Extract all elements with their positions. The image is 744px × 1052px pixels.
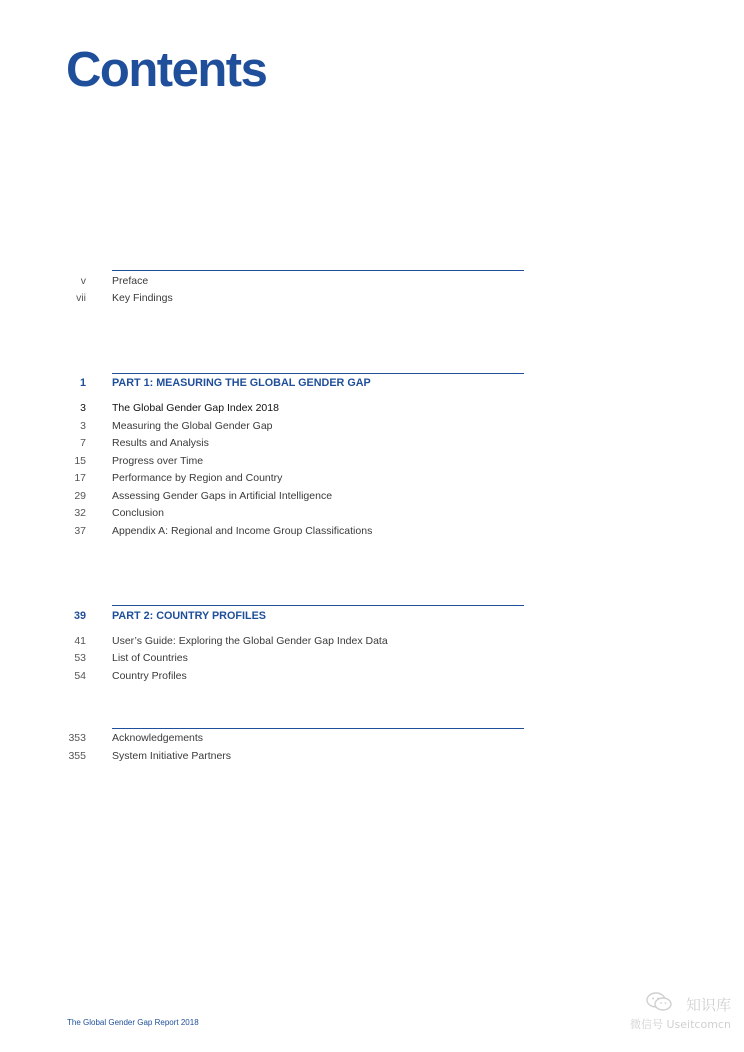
toc-entry[interactable] — [0, 434, 600, 452]
toc-entry[interactable] — [0, 487, 600, 505]
page-number: 1 — [79, 377, 86, 389]
page-number: v — [80, 275, 86, 287]
entry-label: Acknowledgements — [112, 732, 204, 744]
page-footer: The Global Gender Gap Report 2018 — [67, 1018, 199, 1027]
toc-entry[interactable] — [0, 504, 600, 522]
toc-part1-heading[interactable] — [0, 374, 600, 392]
entry-label: Key Findings — [112, 292, 173, 304]
entry-label: Measuring the Global Gender Gap — [112, 420, 273, 432]
page-number: 54 — [74, 670, 86, 682]
part-heading-label: PART 1: MEASURING THE GLOBAL GENDER GAP — [112, 377, 371, 389]
page-number: 41 — [74, 635, 86, 647]
watermark-subtitle: 微信号 Useitcomcn — [630, 1018, 731, 1031]
entry-label: User’s Guide: Exploring the Global Gender Gap Index Data — [112, 635, 388, 647]
toc-entry-partners[interactable] — [0, 747, 600, 765]
toc-entry[interactable] — [0, 469, 600, 487]
toc-entry[interactable] — [0, 632, 600, 650]
entry-label: Appendix A: Regional and Income Group Classifications — [112, 525, 373, 537]
page-number: 29 — [74, 490, 86, 502]
page-number: 7 — [80, 437, 86, 449]
toc-entry-key-findings[interactable] — [0, 289, 600, 307]
part-heading-label: PART 2: COUNTRY PROFILES — [112, 610, 266, 622]
toc-subheading-index[interactable] — [0, 399, 600, 417]
entry-label: Results and Analysis — [112, 437, 209, 449]
page-number: vii — [76, 292, 86, 304]
section-divider — [112, 270, 524, 271]
toc-entry[interactable] — [0, 667, 600, 685]
entry-label: Progress over Time — [112, 455, 204, 467]
page-number: 39 — [73, 610, 86, 622]
page-number: 32 — [74, 507, 86, 519]
toc-entry[interactable] — [0, 649, 600, 667]
toc-entry-acknowledgements[interactable] — [0, 729, 600, 747]
toc-entry[interactable] — [0, 417, 600, 435]
section-divider — [112, 605, 524, 606]
watermark-title: 知识库 — [686, 996, 732, 1014]
page-number: 37 — [74, 525, 86, 537]
page-number: 355 — [68, 750, 86, 762]
page-number: 15 — [74, 455, 86, 467]
wechat-icon — [646, 992, 672, 1012]
toc-entry-preface[interactable] — [0, 272, 600, 290]
page-number: 3 — [80, 420, 86, 432]
page-title: Contents — [66, 43, 267, 97]
toc-entry[interactable] — [0, 452, 600, 470]
toc-entry[interactable] — [0, 522, 600, 540]
entry-label: Preface — [112, 275, 149, 287]
page-number: 53 — [74, 652, 86, 664]
entry-label: Country Profiles — [112, 670, 187, 682]
entry-label: List of Countries — [112, 652, 188, 664]
page-number: 3 — [80, 402, 86, 414]
entry-label: Conclusion — [112, 507, 164, 519]
entry-label: System Initiative Partners — [112, 750, 232, 762]
entry-label: Assessing Gender Gaps in Artificial Intelligence — [112, 490, 333, 502]
entry-label: Performance by Region and Country — [112, 472, 283, 484]
subheading-label: The Global Gender Gap Index 2018 — [112, 402, 279, 414]
page-number: 17 — [74, 472, 86, 484]
toc-part2-heading[interactable] — [0, 607, 600, 625]
watermark — [628, 992, 740, 1034]
page-number: 353 — [68, 732, 86, 744]
